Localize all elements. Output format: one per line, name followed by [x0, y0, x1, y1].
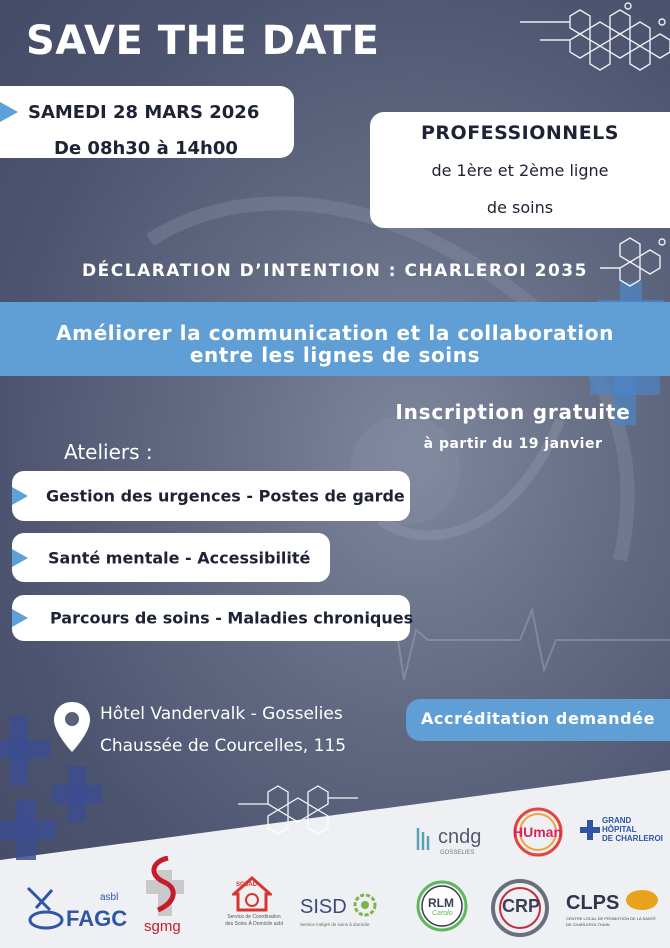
- theme-band: [0, 302, 670, 376]
- human-logo: [505, 806, 571, 858]
- registration-title: Inscription gratuite: [395, 400, 631, 424]
- ghdc-logo-text: [602, 816, 663, 843]
- cross-icon: [0, 800, 56, 860]
- sgmg-logo: [142, 856, 188, 936]
- registration-info: [386, 400, 640, 452]
- theme-line: entre les lignes de soins: [189, 343, 481, 367]
- theme-text: [0, 322, 670, 366]
- scsad-logo-subtext: [222, 914, 286, 928]
- accreditation-text: Accréditation demandée: [420, 709, 656, 728]
- ghdc-line: GRAND: [602, 816, 632, 825]
- venue-address: Chaussée de Courcelles, 115: [100, 736, 347, 756]
- event-date: SAMEDI 28 MARS 2026: [28, 102, 260, 123]
- sgmg-logo-text: sgmg: [144, 918, 181, 935]
- arrow-icon: [12, 487, 28, 505]
- scsad-line: Service de Coordination: [227, 914, 281, 920]
- clps-line: CENTRE LOCAL DE PROMOTION DE LA SANTÉ: [566, 916, 656, 921]
- scsad-line: des Soins À Domicile asbl: [225, 921, 283, 927]
- cross-icon: [0, 716, 50, 786]
- crp-logo: [490, 878, 550, 938]
- ghdc-logo: [580, 814, 670, 848]
- workshop-item: [12, 471, 410, 521]
- theme-line: Améliorer la communication et la collaboration: [56, 321, 614, 345]
- accreditation-badge: [406, 699, 670, 741]
- scsad-logo-text: SCSAD: [236, 882, 258, 888]
- map-pin-icon: [52, 700, 92, 754]
- fagc-logo-mark-icon: [22, 882, 68, 932]
- registration-date: à partir du 19 janvier: [423, 436, 603, 452]
- clps-badge-icon: [624, 888, 660, 912]
- clps-line: DE CHARLEROI-THUIN: [566, 922, 610, 927]
- workshop-label: Santé mentale - Accessibilité: [48, 548, 311, 567]
- cndg-logo-mark-icon: [414, 824, 436, 854]
- arrow-icon: [12, 609, 28, 627]
- rlm-logo-text: RLM: [428, 896, 454, 910]
- workshop-label: Gestion des urgences - Postes de garde: [46, 486, 405, 506]
- sisd-logo: [300, 890, 400, 934]
- event-time: De 08h30 à 14h00: [54, 138, 238, 159]
- ghdc-line: DE CHARLEROI: [602, 834, 663, 843]
- hexagon-network-icon: [520, 0, 670, 90]
- rlm-logo-subtext: Carolo: [432, 910, 453, 917]
- sisd-logo-subtext: Service intégré de soins à domicile: [300, 922, 370, 927]
- arrow-icon: [12, 549, 28, 567]
- ghdc-line: HÔPITAL: [602, 825, 637, 834]
- workshop-item: [12, 533, 330, 582]
- audience-box: [370, 112, 670, 228]
- declaration-heading: DÉCLARATION D’INTENTION : CHARLEROI 2035: [82, 261, 588, 281]
- clps-logo-text: CLPS: [566, 892, 620, 914]
- workshop-item: [12, 595, 414, 641]
- rlm-logo: [414, 878, 470, 938]
- page-title: SAVE THE DATE: [26, 18, 380, 64]
- arrow-icon: [0, 102, 18, 122]
- sisd-logo-text: SISD: [300, 896, 347, 918]
- audience-line: de 1ère et 2ème ligne: [431, 161, 609, 180]
- sisd-gear-icon: [350, 890, 380, 920]
- scsad-logo: [222, 876, 282, 938]
- audience-title: PROFESSIONNELS: [421, 122, 619, 144]
- cross-icon: [52, 766, 102, 822]
- fagc-logo-subtext: asbl: [100, 892, 119, 903]
- human-logo-text: HUman: [513, 824, 563, 840]
- fagc-logo: [22, 882, 126, 934]
- crp-logo-text: CRP: [502, 896, 541, 916]
- workshops-heading: Ateliers :: [64, 440, 153, 464]
- workshop-label: Parcours de soins - Maladies chroniques: [50, 608, 414, 628]
- ghdc-cross-icon: [580, 820, 600, 840]
- cndg-logo: [414, 820, 484, 860]
- venue-name: Hôtel Vandervalk - Gosselies: [100, 704, 343, 724]
- clps-logo: [566, 888, 666, 932]
- audience-line: de soins: [486, 198, 554, 217]
- sgmg-logo-mark-icon: [142, 856, 188, 918]
- fagc-logo-text: FAGC: [66, 906, 128, 931]
- date-box: [0, 86, 294, 158]
- hexagon-network-icon: [238, 782, 358, 838]
- cndg-logo-text: cndg: [438, 826, 482, 848]
- clps-logo-subtext: [566, 916, 670, 928]
- cndg-logo-subtext: GOSSELIES: [440, 850, 475, 856]
